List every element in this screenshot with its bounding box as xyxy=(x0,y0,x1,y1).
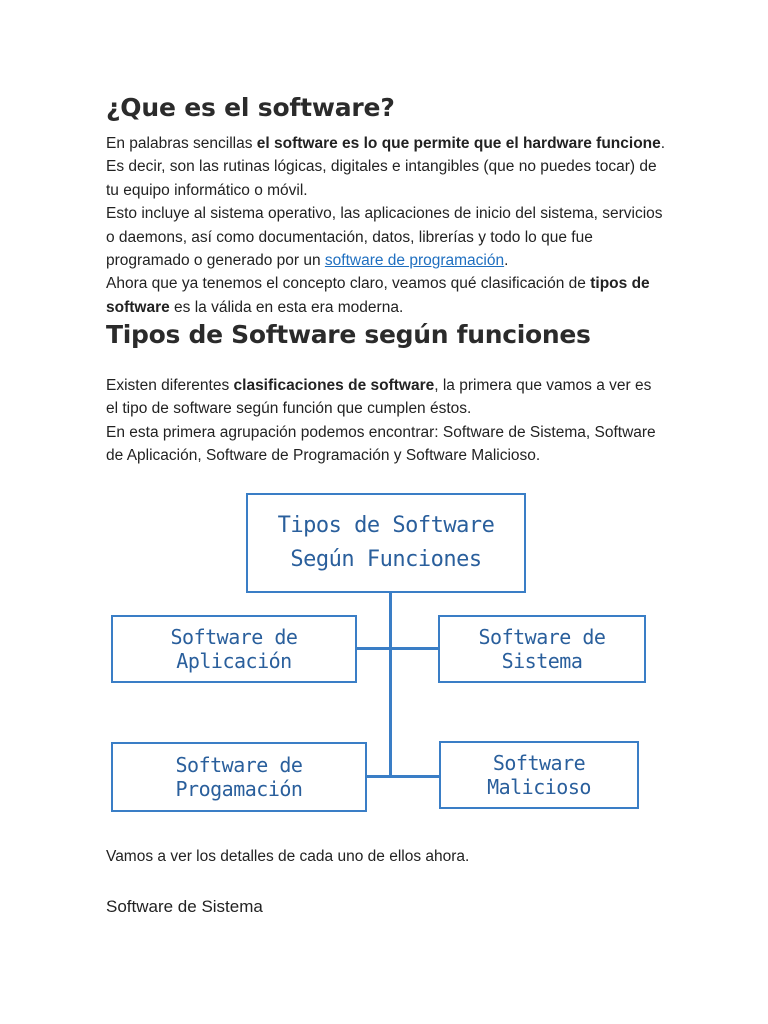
heading-tipos-software: Tipos de Software según funciones xyxy=(106,320,591,349)
classification-paragraph xyxy=(106,374,666,468)
root-label-line1: Tipos de Software xyxy=(277,513,495,538)
text: En palabras sencillas xyxy=(106,135,257,152)
text: Esto incluye al sistema operativo, las aplicaciones de inicio del sistema, servicios o daemons, así como documentación, datos, librerías y todo lo que fue programado o generado por un xyxy=(106,205,663,270)
diagram-box-aplicacion: Software de Aplicación xyxy=(111,615,357,683)
connector-vertical xyxy=(389,593,392,775)
text: . xyxy=(504,252,509,270)
software-types-diagram xyxy=(108,490,648,815)
text: Existen diferentes xyxy=(106,377,234,394)
text: . Es decir, son las rutinas lógicas, digitales e intangibles (que no puedes tocar) de tu equipo informático o móvil. xyxy=(106,135,666,199)
heading-que-es-software: ¿Que es el software? xyxy=(106,93,395,122)
diagram-box-sistema: Software de Sistema xyxy=(438,615,646,683)
software-programacion-link[interactable]: software de programación xyxy=(324,252,505,270)
diagram-box-malicioso: Software Malicioso xyxy=(439,741,639,809)
text: es la válida en esta era moderna. xyxy=(169,298,404,316)
subheading-software-sistema: Software de Sistema xyxy=(106,897,263,916)
diagram-box-programacion: Software de Progamación xyxy=(111,742,367,812)
connector-mal xyxy=(390,775,439,778)
bold-text: el software es lo que permite que el hardware funcione xyxy=(256,135,661,152)
bold-text: tipos de software xyxy=(106,275,650,316)
connector-sys xyxy=(390,647,438,650)
connector-app xyxy=(357,647,390,650)
text: Ahora que ya tenemos el concepto claro, veamos qué clasificación de xyxy=(106,275,591,293)
text: En esta primera agrupación podemos encontrar: Software de Sistema, Software de Aplicación, Software de Programación y Software Malicioso. xyxy=(106,423,656,465)
diagram-root-box xyxy=(246,493,526,593)
bold-text: clasificaciones de software xyxy=(233,377,435,394)
details-paragraph: Vamos a ver los detalles de cada uno de ellos ahora. xyxy=(106,848,470,865)
connector-prog xyxy=(367,775,390,778)
root-label-line2: Según Funciones xyxy=(290,547,482,572)
text: , la primera que vamos a ver es el tipo de software según función que cumplen éstos. xyxy=(106,377,652,418)
intro-paragraph xyxy=(106,132,666,319)
